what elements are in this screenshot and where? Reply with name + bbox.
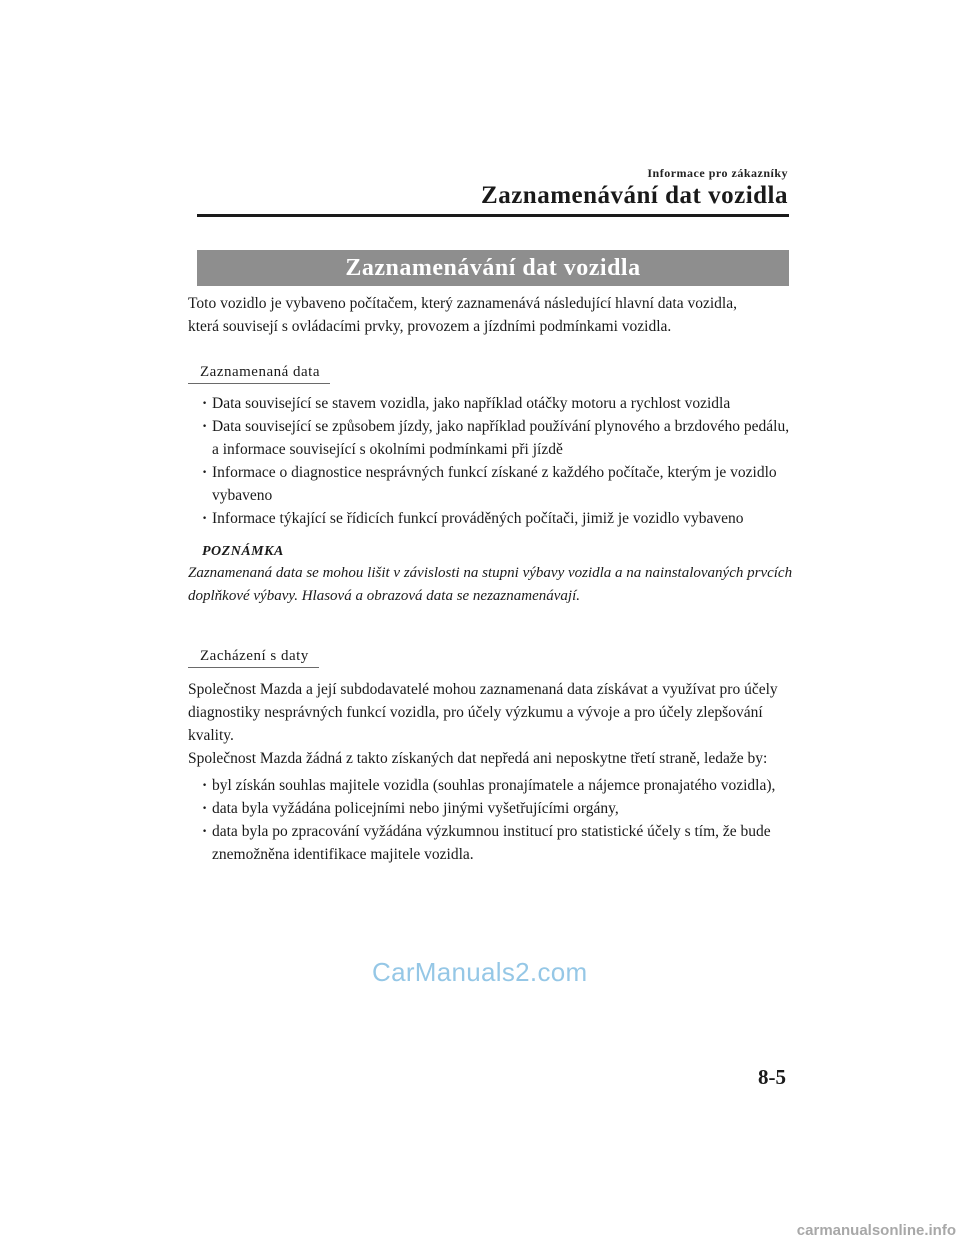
- chapter-title: Zaznamenávání dat vozidla: [481, 182, 788, 209]
- intro-paragraph: [188, 292, 798, 338]
- page-content: [188, 292, 798, 866]
- intro-line: která souvisejí s ovládacími prvky, provozem a jízdními podmínkami vozidla.: [188, 318, 672, 335]
- watermark-logo: CarManuals2.com: [372, 957, 588, 987]
- list-item: · Informace o diagnostice nesprávných funkcí získané z každého počítače, kterým je vozidlo vybaveno: [202, 461, 798, 507]
- section-label: Informace pro zákazníky: [647, 166, 788, 180]
- page-number: 8-5: [758, 1065, 786, 1089]
- note-text: Zaznamenaná data se mohou lišit v závislosti na stupni výbavy vozidla a na nainstalovaných prvcích doplňkové výbavy. Hlasová a obrazová data se nezaznamenávají.: [188, 565, 793, 604]
- list-item: · byl získán souhlas majitele vozidla (souhlas pronajímatele a nájemce pronajatého vozidla),: [202, 774, 798, 797]
- handling-list: [202, 774, 798, 866]
- handling-paragraph: Společnost Mazda žádná z takto získaných dat nepředá ani neposkytne třetí straně, ledaže by:: [188, 750, 768, 767]
- intro-line: Toto vozidlo je vybaveno počítačem, který zaznamenává následující hlavní data vozidla,: [188, 295, 737, 312]
- handling-heading: Zacházení s daty: [188, 645, 319, 668]
- handling-paragraph: Společnost Mazda a její subdodavatelé mohou zaznamenaná data získávat a využívat pro účely diagnostiky nesprávných funkcí vozidla, pro účely výzkumu a vývoje a pro účely zlepšování kvality.: [188, 681, 778, 744]
- recorded-data-list: [202, 392, 798, 530]
- list-item: · Informace týkající se řídicích funkcí prováděných počítači, jimiž je vozidlo vybaveno: [202, 507, 798, 530]
- section-banner: Zaznamenávání dat vozidla: [197, 250, 789, 286]
- list-item: · Data související se stavem vozidla, jako například otáčky motoru a rychlost vozidla: [202, 392, 798, 415]
- list-item: · Data související se způsobem jízdy, jako například používání plynového a brzdového pedálu, a informace související s okolními podmínkami při jízdě: [202, 415, 798, 461]
- header-rule: [197, 214, 789, 217]
- note-title: POZNÁMKA: [202, 544, 284, 559]
- footer-watermark: carmanualsonline.info: [796, 1222, 956, 1239]
- list-item: · data byla vyžádána policejními nebo jinými vyšetřujícími orgány,: [202, 797, 798, 820]
- list-item: · data byla po zpracování vyžádána výzkumnou institucí pro statistické účely s tím, že bude znemožněna identifikace majitele vozidla.: [202, 820, 798, 866]
- recorded-data-heading: Zaznamenaná data: [188, 361, 330, 384]
